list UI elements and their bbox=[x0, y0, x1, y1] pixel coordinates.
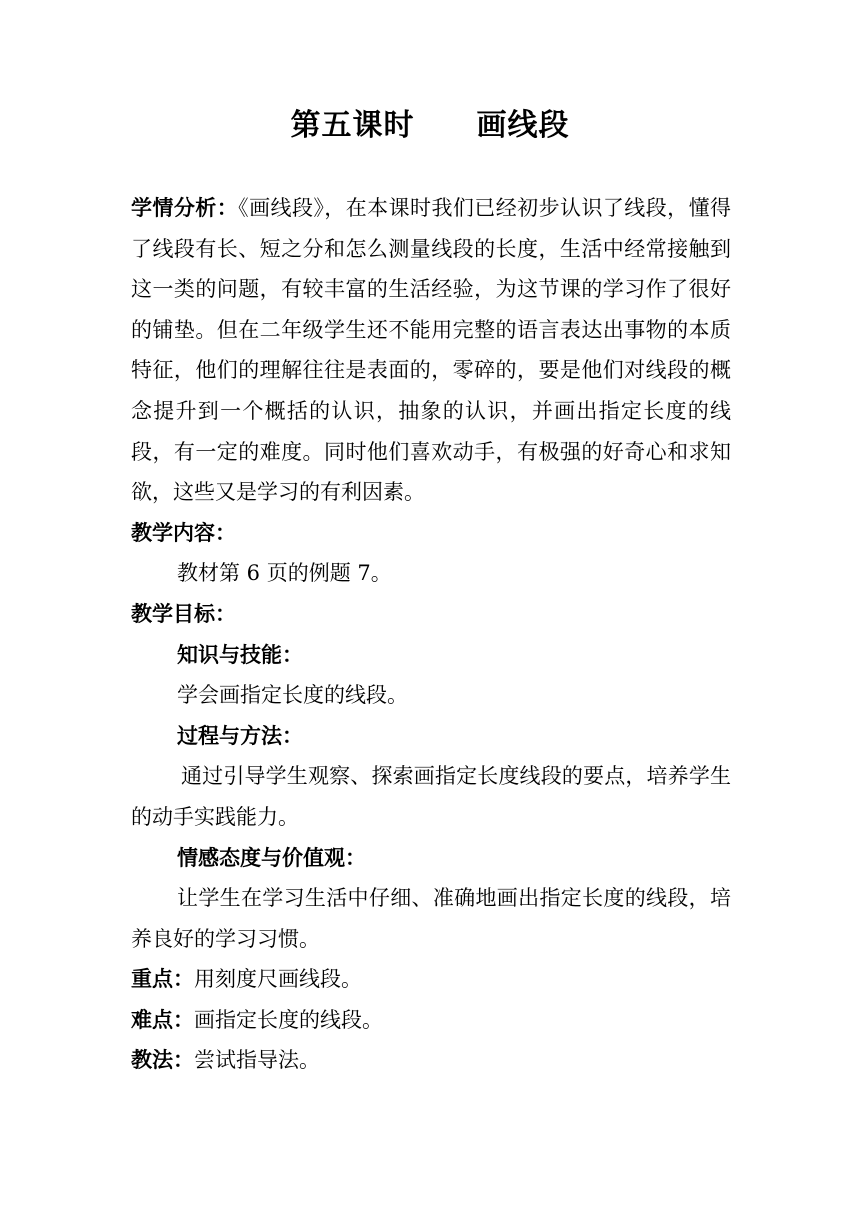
key-point-text: 用刻度尺画线段。 bbox=[194, 967, 362, 992]
content-text: 教材第 6 页的例题 7。 bbox=[177, 561, 392, 586]
knowledge-text: 学会画指定长度的线段。 bbox=[177, 683, 408, 708]
content-heading: 教学内容： bbox=[131, 519, 236, 545]
analysis-paragraph bbox=[131, 188, 731, 513]
method-text: 尝试指导法。 bbox=[194, 1048, 320, 1073]
page-title: 第五课时 画线段 bbox=[290, 108, 570, 143]
process-heading: 过程与方法： bbox=[177, 722, 303, 748]
document-body bbox=[131, 188, 731, 1081]
key-point-paragraph bbox=[131, 959, 731, 1000]
difficulty-label: 难点： bbox=[131, 1006, 194, 1032]
goals-heading: 教学目标： bbox=[131, 600, 236, 626]
analysis-label: 学情分析： bbox=[131, 195, 239, 220]
analysis-text: 《画线段》，在本课时我们已经初步认识了线段，懂得了线段有长、短之分和怎么测量线段的长度，生活中经常接触到这一类的问题，有较丰富的生活经验，为这节课的学习作了很好的铺垫。但在二年级学生还不能用完整的语言表达出事物的本质特征，他们的理解往往是表面的，零碎的，要是他们对线段的概念提升到一个概括的认识，抽象的认识，并画出指定长度的线段，有一定的难度。同时他们喜欢动手，有极强的好奇心和求知欲，这些又是学习的有利因素。 bbox=[131, 196, 732, 505]
emotion-text: 让学生在学习生活中仔细、准确地画出指定长度的线段，培养良好的学习习惯。 bbox=[131, 886, 731, 951]
emotion-heading: 情感态度与价值观： bbox=[177, 844, 366, 870]
process-text: 通过引导学生观察、探索画指定长度线段的要点，培养学生的动手实践能力。 bbox=[131, 764, 731, 829]
difficulty-paragraph bbox=[131, 1000, 731, 1041]
method-label: 教法： bbox=[131, 1047, 194, 1073]
difficulty-text: 画指定长度的线段。 bbox=[194, 1007, 383, 1032]
knowledge-heading: 知识与技能： bbox=[177, 641, 303, 667]
method-paragraph bbox=[131, 1040, 731, 1081]
key-point-label: 重点： bbox=[131, 966, 194, 992]
